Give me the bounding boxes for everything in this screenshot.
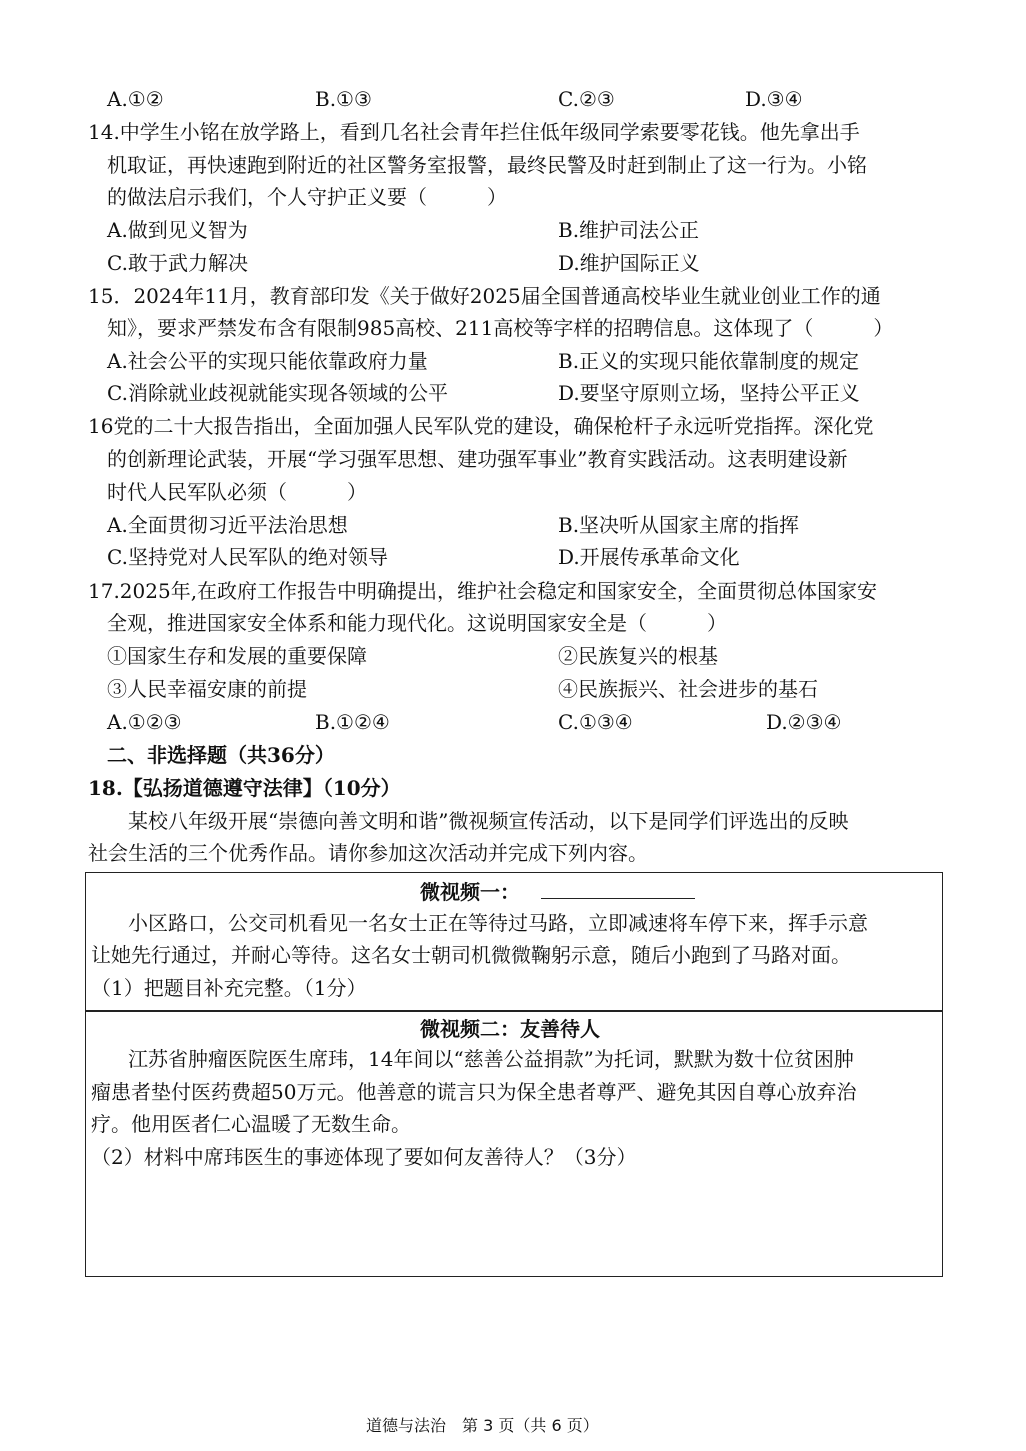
q14-stem-line: 的做法启示我们，个人守护正义要（ ） — [107, 185, 507, 209]
q16-option-d: D.开展传承革命文化 — [558, 545, 740, 569]
q13-option-b: B.①③ — [315, 87, 372, 111]
video1-text-line: 小区路口，公交司机看见一名女士正在等待过马路，立即减速将车停下来，挥手示意 — [128, 911, 868, 935]
q17-item-3: ③人民幸福安康的前提 — [107, 677, 307, 701]
q15-stem-line: 知》，要求严禁发布含有限制985高校、211高校等字样的招聘信息。这体现了（ ） — [107, 316, 894, 340]
video1-text-line: 让她先行通过，并耐心等待。这名女士朝司机微微鞠躬示意，随后小跑到了马路对面。 — [91, 943, 851, 967]
q14-stem-line: 机取证，再快速跑到附近的社区警务室报警，最终民警及时赶到制止了这一行为。小铭 — [107, 153, 867, 177]
q15-option-c: C.消除就业歧视就能实现各领域的公平 — [107, 381, 448, 405]
q15-option-a: A.社会公平的实现只能依靠政府力量 — [107, 349, 428, 373]
q14-stem-line: 14.中学生小铭在放学路上，看到几名社会青年拦住低年级同学索要零花钱。他先拿出手 — [88, 120, 860, 144]
q15-option-d: D.要坚守原则立场，坚持公平正义 — [558, 381, 860, 405]
q16-option-c: C.坚持党对人民军队的绝对领导 — [107, 545, 388, 569]
section-heading: 二、非选择题（共36分） — [107, 743, 335, 767]
video2-text-line: 江苏省肿瘤医院医生席玮，14年间以“慈善公益捐款”为托词，默默为数十位贫困肿 — [128, 1047, 854, 1071]
q17-item-4: ④民族振兴、社会进步的基石 — [558, 677, 818, 701]
q16-stem-line: 时代人民军队必须（ ） — [107, 480, 367, 504]
q17-option-b: B.①②④ — [315, 710, 390, 734]
q14-option-b: B.维护司法公正 — [558, 218, 700, 242]
q17-option-d: D.②③④ — [766, 710, 842, 734]
q16-stem-line: 16党的二十大报告指出，全面加强人民军队党的建设，确保枪杆子永远听党指挥。深化党 — [88, 414, 874, 438]
q13-option-d: D.③④ — [745, 87, 803, 111]
q16-stem-line: 的创新理论武装，开展“学习强军思想、建功强军事业”教育实践活动。这表明建设新 — [107, 447, 848, 471]
q13-option-a: A.①② — [107, 87, 164, 111]
q14-option-a: A.做到见义智为 — [107, 218, 248, 242]
q17-stem-line: 17.2025年,在政府工作报告中明确提出，维护社会稳定和国家安全，全面贯彻总体国家安 — [88, 579, 878, 603]
video2-title: 微视频二：友善待人 — [420, 1017, 600, 1041]
q17-option-c: C.①③④ — [558, 710, 633, 734]
q14-option-c: C.敢于武力解决 — [107, 251, 248, 275]
q17-option-a: A.①②③ — [107, 710, 182, 734]
q13-option-c: C.②③ — [558, 87, 615, 111]
page-footer: 道德与法治 第 3 页（共 6 页） — [366, 1416, 599, 1435]
q16-option-a: A.全面贯彻习近平法治思想 — [107, 513, 348, 537]
video1-title: 微视频一： — [420, 880, 520, 904]
video2-text-line: 疗。他用医者仁心温暖了无数生命。 — [91, 1112, 411, 1136]
q17-item-2: ②民族复兴的根基 — [558, 644, 718, 668]
video2-question: （2）材料中席玮医生的事迹体现了要如何友善待人？（3分） — [91, 1145, 637, 1169]
video2-answer-area[interactable] — [91, 1180, 937, 1270]
q17-item-1: ①国家生存和发展的重要保障 — [107, 644, 367, 668]
video1-question: （1）把题目补充完整。（1分） — [91, 976, 367, 1000]
q15-stem-line: 15．2024年11月，教育部印发《关于做好2025届全国普通高校毕业生就业创业工作的通 — [88, 284, 881, 308]
video2-text-line: 瘤患者垫付医药费超50万元。他善意的谎言只为保全患者尊严、避免其因自尊心放弃治 — [91, 1080, 857, 1104]
q18-intro-line: 某校八年级开展“崇德向善文明和谐”微视频宣传活动，以下是同学们评选出的反映 — [128, 809, 849, 833]
q17-stem-line: 全观，推进国家安全体系和能力现代化。这说明国家安全是（ ） — [107, 611, 727, 635]
q18-title: 18.【弘扬道德遵守法律】（10分） — [88, 776, 401, 800]
q15-option-b: B.正义的实现只能依靠制度的规定 — [558, 349, 860, 373]
video1-title-blank[interactable] — [541, 898, 695, 899]
q16-option-b: B.坚决听从国家主席的指挥 — [558, 513, 800, 537]
q18-intro-line: 社会生活的三个优秀作品。请你参加这次活动并完成下列内容。 — [88, 841, 648, 865]
q14-option-d: D.维护国际正义 — [558, 251, 700, 275]
